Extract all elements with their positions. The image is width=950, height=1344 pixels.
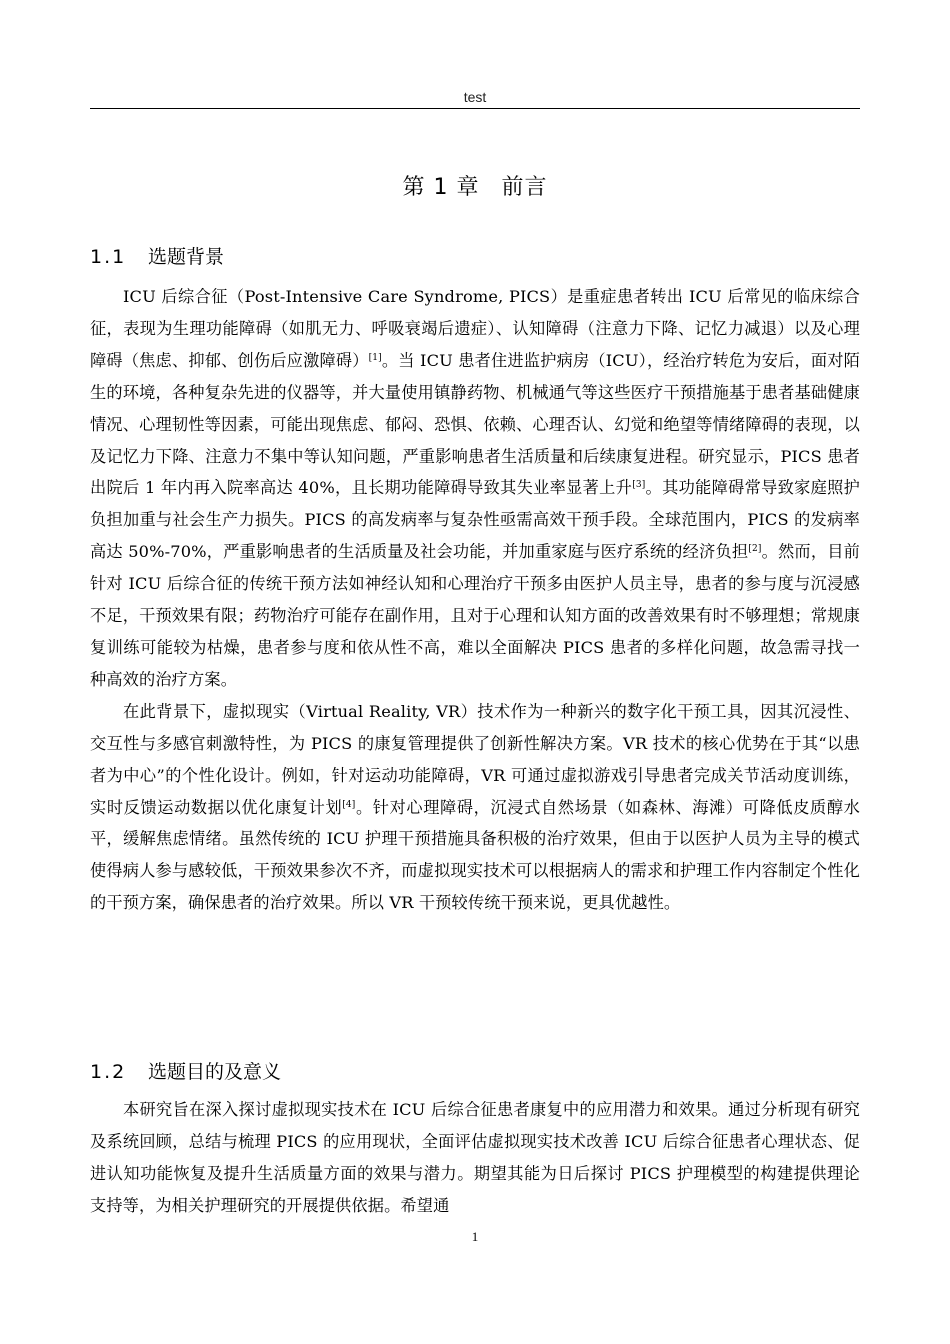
paragraph-text: 。针对心理障碍，沉浸式自然场景（如森林、海滩）可降低皮质醇水平，缓解焦虑情绪。虽然传统的 ICU 护理干预措施具备积极的治疗效果，但由于以医护人员为主导的模式使得病人参与感较低，干预效果参次不齐，而虚拟现实技术可以根据病人的需求和护理工作内容制定个性化的干预方案，确保患者的治疗效果。所以 VR 干预较传统干预来说，更具优越性。 xyxy=(90,797,860,913)
paragraph-text: 。然而，目前针对 ICU 后综合征的传统干预方法如神经认知和心理治疗干预多由医护人员主导，患者的参与度与沉浸感不足，干预效果有限；药物治疗可能存在副作用，且对于心理和认知方面的改善效果有时不够理想；常规康复训练可能较为枯燥，患者参与度和依从性不高，难以全面解决 PICS 患者的多样化问题，故急需寻找一种高效的治疗方案。 xyxy=(90,542,860,689)
paragraph xyxy=(90,696,860,919)
section-number: 1.2 xyxy=(90,1061,127,1083)
chapter-title xyxy=(90,170,860,201)
paragraph-text: ICU 后综合征（Post-Intensive Care Syndrome, PICS）是重症患者转出 ICU 后常见的临床综合征，表现为生理功能障碍（如肌无力、呼吸衰竭后遗症）、认知障碍（注意力下降、记忆力减退）以及心理障碍（焦虑、抑郁、创伤后应激障碍） xyxy=(90,287,860,370)
chapter-name: 前言 xyxy=(501,175,548,200)
section-title-text: 选题目的及意义 xyxy=(148,1061,282,1083)
paragraph-text: 。当 ICU 患者住进监护病房（ICU），经治疗转危为安后，面对陌生的环境，各种复杂先进的仪器等，并大量使用镇静药物、机械通气等这些医疗干预措施基于患者基础健康情况、心理韧性等因素，可能出现焦虑、郁闷、恐惧、依赖、心理否认、幻觉和绝望等情绪障碍的表现，以及记忆力下降、注意力不集中等认知问题，严重影响患者生活质量和后续康复进程。研究显示，PICS 患者出院后 1 年内再入院率高达 40%，且长期功能障碍导致其失业率显著上升 xyxy=(90,350,860,498)
section-title-text: 选题背景 xyxy=(148,246,225,268)
section-1-2-body xyxy=(90,1094,860,1222)
chapter-number: 第 1 章 xyxy=(402,175,480,200)
section-heading-1-2 xyxy=(90,1057,281,1084)
header-rule xyxy=(90,108,860,109)
citation: [3] xyxy=(632,480,646,491)
section-heading-1-1 xyxy=(90,242,224,269)
running-header: test xyxy=(463,89,487,105)
citation: [1] xyxy=(368,352,382,363)
citation: [2] xyxy=(748,544,762,555)
paragraph-text: 。其功能障碍常导致家庭照护负担加重与社会生产力损失。PICS 的高发病率与复杂性亟需高效干预手段。全球范围内，PICS 的发病率高达 50%-70%，严重影响患者的生活质量及社会功能，并加重家庭与医疗系统的经济负担 xyxy=(90,478,860,562)
paragraph: 本研究旨在深入探讨虚拟现实技术在 ICU 后综合征患者康复中的应用潜力和效果。通过分析现有研究及系统回顾，总结与梳理 PICS 的应用现状，全面评估虚拟现实技术改善 ICU 后综合征患者心理状态、促进认知功能恢复及提升生活质量方面的效果与潜力。期望其能为日后探讨 PICS 护理模型的构建提供理论支持等，为相关护理研究的开展提供依据。希望通 xyxy=(90,1100,860,1215)
paragraph-text: 在此背景下，虚拟现实（Virtual Reality, VR）技术作为一种新兴的数字化干预工具，因其沉浸性、交互性与多感官刺激特性，为 PICS 的康复管理提供了创新性解决方案。VR 技术的核心优势在于其“以患者为中心”的个性化设计。例如，针对运动功能障碍，VR 可通过虚拟游戏引导患者完成关节活动度训练，实时反馈运动数据以优化康复计划 xyxy=(90,701,860,817)
citation: [4] xyxy=(342,799,356,810)
section-number: 1.1 xyxy=(90,246,127,268)
paragraph xyxy=(90,281,860,696)
page-number: 1 xyxy=(471,1229,479,1244)
section-1-1-body xyxy=(90,281,860,919)
